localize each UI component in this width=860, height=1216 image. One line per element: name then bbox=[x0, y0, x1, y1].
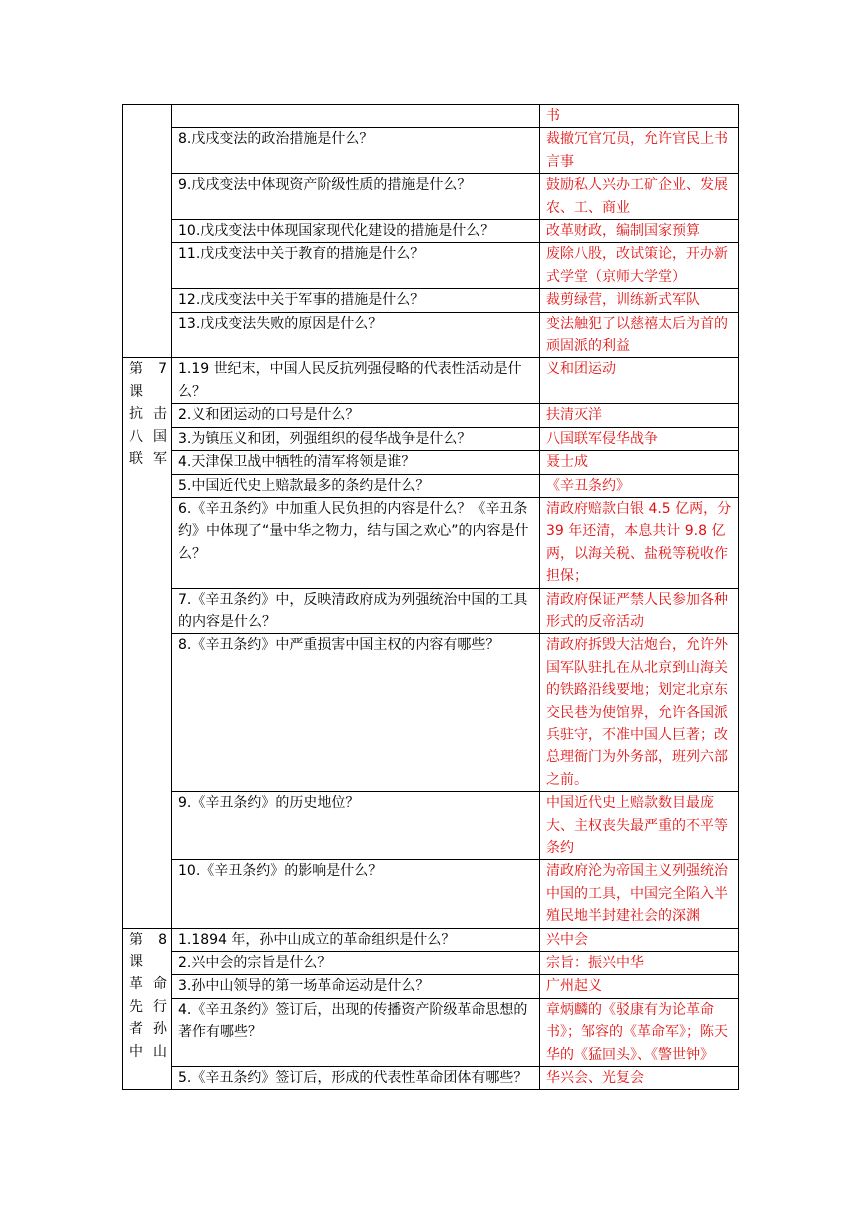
table-row bbox=[123, 128, 739, 174]
table-row bbox=[123, 634, 739, 792]
answer-cell: 聂士成 bbox=[540, 451, 739, 474]
question-cell: 10.戊戌变法中体现国家现代化建设的措施是什么？ bbox=[172, 220, 540, 243]
qa-table bbox=[122, 104, 739, 1090]
question-cell: 1.1894 年，孙中山成立的革命组织是什么？ bbox=[172, 928, 540, 951]
answer-cell: 华兴会、光复会 bbox=[540, 1067, 739, 1090]
answer-cell: 书 bbox=[540, 105, 739, 128]
question-cell: 2.义和团运动的口号是什么？ bbox=[172, 404, 540, 427]
question-cell: 7.《辛丑条约》中，反映清政府成为列强统治中国的工具的内容是什么？ bbox=[172, 588, 540, 634]
lesson-title-cell bbox=[123, 358, 172, 928]
answer-cell: 裁剪绿营，训练新式军队 bbox=[540, 289, 739, 312]
table-row bbox=[123, 792, 739, 860]
table-row bbox=[123, 427, 739, 450]
lesson-title-line: 革命 bbox=[129, 976, 167, 993]
answer-cell: 清政府赔款白银 4.5 亿两，分 39 年还清，本息共计 9.8 亿两，以海关税、盐税等税收作担保； bbox=[540, 497, 739, 588]
question-cell: 4.《辛丑条约》签订后，出现的传播资产阶级革命思想的著作有哪些？ bbox=[172, 998, 540, 1066]
lesson-title-line: 者孙 bbox=[129, 1021, 167, 1038]
table-row bbox=[123, 497, 739, 588]
table-row bbox=[123, 105, 739, 128]
question-cell: 8.《辛丑条约》中严重损害中国主权的内容有哪些？ bbox=[172, 634, 540, 792]
table-row bbox=[123, 474, 739, 497]
answer-cell: 八国联军侵华战争 bbox=[540, 427, 739, 450]
question-cell: 1.19 世纪末，中国人民反抗列强侵略的代表性活动是什么？ bbox=[172, 358, 540, 404]
lesson-title-line: 八国 bbox=[129, 428, 167, 445]
answer-cell: 清政府拆毁大沽炮台，允许外国军队驻扎在从北京到山海关的铁路沿线要地；划定北京东交民巷为使馆界，允许各国派兵驻守，不准中国人巨著；改总理衙门为外务部，班列六部之前。 bbox=[540, 634, 739, 792]
question-cell: 3.为镇压义和团，列强组织的侵华战争是什么？ bbox=[172, 427, 540, 450]
answer-cell: 改革财政，编制国家预算 bbox=[540, 220, 739, 243]
table-row bbox=[123, 860, 739, 928]
table-row bbox=[123, 358, 739, 404]
question-cell: 8.戊戌变法的政治措施是什么？ bbox=[172, 128, 540, 174]
lesson-title-line: 第 8 bbox=[129, 931, 167, 948]
table-row bbox=[123, 998, 739, 1066]
question-cell: 5.中国近代史上赔款最多的条约是什么？ bbox=[172, 474, 540, 497]
question-cell: 3.孙中山领导的第一场革命运动是什么？ bbox=[172, 975, 540, 998]
table-row bbox=[123, 1067, 739, 1090]
lesson-title-line: 联军 bbox=[129, 451, 167, 468]
question-cell: 4.天津保卫战中牺牲的清军将领是谁？ bbox=[172, 451, 540, 474]
lesson-title-cell bbox=[123, 105, 172, 358]
table-row bbox=[123, 588, 739, 634]
table-row bbox=[123, 312, 739, 358]
question-cell: 2.兴中会的宗旨是什么？ bbox=[172, 952, 540, 975]
lesson-title-cell bbox=[123, 928, 172, 1090]
question-cell: 9.戊戌变法中体现资产阶级性质的措施是什么？ bbox=[172, 174, 540, 220]
table-row bbox=[123, 289, 739, 312]
question-cell bbox=[172, 105, 540, 128]
lesson-title-line: 先行 bbox=[129, 998, 167, 1015]
question-cell: 10.《辛丑条约》的影响是什么？ bbox=[172, 860, 540, 928]
lesson-title-line: 课 bbox=[129, 954, 143, 971]
question-cell: 6.《辛丑条约》中加重人民负担的内容是什么？《辛丑条约》中体现了“量中华之物力，结与国之欢心”的内容是什么？ bbox=[172, 497, 540, 588]
answer-cell: 裁撤冗官冗员，允许官民上书言事 bbox=[540, 128, 739, 174]
answer-cell: 义和团运动 bbox=[540, 358, 739, 404]
table-row bbox=[123, 174, 739, 220]
table-row bbox=[123, 451, 739, 474]
question-cell: 9.《辛丑条约》的历史地位？ bbox=[172, 792, 540, 860]
table-row bbox=[123, 220, 739, 243]
table-row bbox=[123, 243, 739, 289]
question-cell: 12.戊戌变法中关于军事的措施是什么？ bbox=[172, 289, 540, 312]
answer-cell: 章炳麟的《驳康有为论革命书》；邹容的《革命军》；陈天华的《猛回头》、《警世钟》 bbox=[540, 998, 739, 1066]
answer-cell: 广州起义 bbox=[540, 975, 739, 998]
question-cell: 11.戊戌变法中关于教育的措施是什么？ bbox=[172, 243, 540, 289]
table-row bbox=[123, 928, 739, 951]
question-cell: 13.戊戌变法失败的原因是什么？ bbox=[172, 312, 540, 358]
answer-cell: 中国近代史上赔款数目最庞大、主权丧失最严重的不平等条约 bbox=[540, 792, 739, 860]
answer-cell: 变法触犯了以慈禧太后为首的顽固派的利益 bbox=[540, 312, 739, 358]
question-cell: 5.《辛丑条约》签订后，形成的代表性革命团体有哪些？ bbox=[172, 1067, 540, 1090]
answer-cell: 宗旨：振兴中华 bbox=[540, 952, 739, 975]
answer-cell: 清政府沦为帝国主义列强统治中国的工具，中国完全陷入半殖民地半封建社会的深渊 bbox=[540, 860, 739, 928]
lesson-title-line: 第 7 bbox=[129, 361, 167, 378]
lesson-title-line: 课 bbox=[129, 383, 143, 400]
answer-cell: 《辛丑条约》 bbox=[540, 474, 739, 497]
table-row bbox=[123, 404, 739, 427]
answer-cell: 扶清灭洋 bbox=[540, 404, 739, 427]
answer-cell: 兴中会 bbox=[540, 928, 739, 951]
answer-cell: 鼓励私人兴办工矿企业、发展农、工、商业 bbox=[540, 174, 739, 220]
lesson-title-line: 抗击 bbox=[129, 406, 167, 423]
table-row bbox=[123, 952, 739, 975]
answer-cell: 废除八股，改试策论，开办新式学堂（京师大学堂） bbox=[540, 243, 739, 289]
lesson-title-line: 中山 bbox=[129, 1043, 167, 1060]
qa-table-body bbox=[123, 105, 739, 1090]
answer-cell: 清政府保证严禁人民参加各种形式的反帝活动 bbox=[540, 588, 739, 634]
table-row bbox=[123, 975, 739, 998]
